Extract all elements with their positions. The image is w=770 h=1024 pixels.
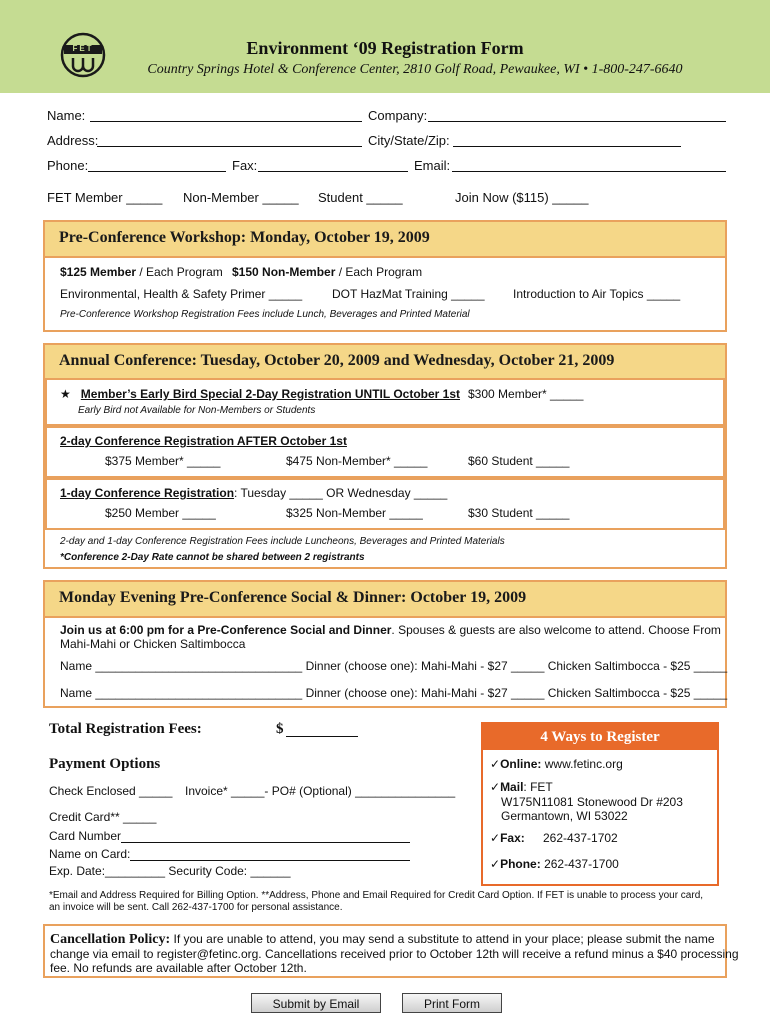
checkmark-icon: ✓ [490, 831, 501, 845]
submit-by-email-button[interactable]: Submit by Email [251, 993, 381, 1013]
name-on-card-label: Name on Card: [49, 847, 131, 861]
one-day-member[interactable]: $250 Member _____ [105, 506, 216, 520]
social-name-row-1[interactable]: Name _______________________________ Dinner (choose one): Mahi-Mahi - $27 _____ Chicken Saltimbocca - $25 _____ [60, 659, 728, 673]
two-day-nonmember[interactable]: $475 Non-Member* _____ [286, 454, 428, 468]
total-dollar: $ [276, 721, 284, 737]
preconf-price-nonmember: $150 Non-Member / Each Program [232, 265, 423, 279]
checkmark-icon: ✓ [490, 757, 501, 771]
card-number-label: Card Number [49, 829, 122, 843]
exp-security[interactable]: Exp. Date:_________ Security Code: ______ [49, 864, 291, 878]
company-label: Company: [368, 108, 428, 123]
program-air-topics[interactable]: Introduction to Air Topics _____ [513, 287, 681, 301]
fax-field[interactable] [258, 159, 408, 172]
address-label: Address: [47, 133, 99, 148]
register-online[interactable]: ✓Online: www.fetinc.org [490, 757, 623, 771]
phone-field[interactable] [88, 159, 226, 172]
annual-band [45, 345, 725, 379]
early-bird-box [45, 378, 725, 426]
city-field[interactable] [453, 134, 681, 147]
preconf-title: Pre-Conference Workshop: Monday, October 19, 2009 [59, 229, 430, 246]
non-member-option[interactable]: Non-Member _____ [183, 190, 299, 205]
annual-note-1: 2-day and 1-day Conference Registration Fees include Luncheons, Beverages and Printed Materials [60, 536, 505, 547]
fax-number: 262-437-1702 [543, 831, 618, 845]
logo-text: FET [72, 44, 94, 53]
cancellation-line-1: Cancellation Policy: If you are unable to attend, you may send a substitute to attend in your place; please submit the name [50, 932, 715, 947]
checkmark-icon: ✓ [490, 780, 501, 794]
register-phone: ✓Phone: 262-437-1700 [490, 857, 619, 871]
register-fax: ✓Fax: [490, 831, 525, 845]
join-now-option[interactable]: Join Now ($115) _____ [455, 190, 589, 205]
phone-label: Phone: [47, 158, 89, 173]
mail-address-1: W175N11081 Stonewood Dr #203 [501, 795, 683, 809]
checkmark-icon: ✓ [490, 857, 501, 871]
social-title: Monday Evening Pre-Conference Social & Dinner: October 19, 2009 [59, 589, 527, 606]
two-day-heading: 2-day Conference Registration AFTER October 1st [60, 434, 347, 448]
social-band [45, 582, 725, 618]
footnote-1: *Email and Address Required for Billing Option. **Address, Phone and Email Required for Credit Card Option. If FET is unable to process your card, [49, 890, 704, 901]
ways-title: 4 Ways to Register [483, 724, 717, 750]
email-label: Email: [414, 158, 451, 173]
student-option[interactable]: Student _____ [318, 190, 403, 205]
credit-card[interactable]: Credit Card** _____ [49, 810, 157, 824]
annual-note-2: *Conference 2-Day Rate cannot be shared between 2 registrants [60, 552, 365, 563]
star-icon: ★ [60, 387, 71, 401]
name-field[interactable] [90, 109, 362, 122]
cancellation-line-3: fee. No refunds are available after October 12th. [50, 961, 307, 975]
preconf-note: Pre-Conference Workshop Registration Fees include Lunch, Beverages and Printed Material [60, 309, 470, 320]
early-bird-row: ★ Member’s Early Bird Special 2-Day Registration UNTIL October 1st [60, 387, 461, 401]
one-day-row[interactable]: 1-day Conference Registration: Tuesday _____ OR Wednesday _____ [60, 486, 448, 500]
preconf-band [45, 222, 725, 258]
name-label: Name: [47, 108, 86, 123]
mail-address-2: Germantown, WI 53022 [501, 809, 628, 823]
email-field[interactable] [452, 159, 726, 172]
early-bird-price[interactable]: $300 Member* _____ [468, 387, 584, 401]
total-fees-field[interactable] [286, 724, 358, 737]
register-mail: ✓Mail: FET [490, 780, 553, 794]
payment-title: Payment Options [49, 756, 161, 772]
city-label: City/State/Zip: [368, 133, 450, 148]
name-on-card-field[interactable] [130, 848, 410, 861]
print-form-button[interactable]: Print Form [402, 993, 502, 1013]
program-dot-hazmat[interactable]: DOT HazMat Training _____ [332, 287, 485, 301]
early-bird-note: Early Bird not Available for Non-Members or Students [78, 405, 316, 416]
invoice-po[interactable]: Invoice* _____- PO# (Optional) _______________ [185, 784, 456, 798]
annual-title: Annual Conference: Tuesday, October 20, 2009 and Wednesday, October 21, 2009 [59, 352, 615, 369]
preconf-price-member: $125 Member / Each Program [60, 265, 223, 279]
two-day-member[interactable]: $375 Member* _____ [105, 454, 221, 468]
one-day-nonmember[interactable]: $325 Non-Member _____ [286, 506, 423, 520]
footnote-2: an invoice will be sent. Call 262-437-1700 for personal assistance. [49, 902, 343, 913]
form-title: Environment ‘09 Registration Form [246, 38, 524, 58]
cancellation-line-2: change via email to register@fetinc.org. Cancellations received prior to October 12th will receive a refund minus a $40 processing [50, 947, 739, 961]
check-enclosed[interactable]: Check Enclosed _____ [49, 784, 173, 798]
one-day-student[interactable]: $30 Student _____ [468, 506, 570, 520]
company-field[interactable] [428, 109, 726, 122]
total-fees-label: Total Registration Fees: [49, 721, 202, 737]
address-field[interactable] [97, 134, 362, 147]
social-intro-2: Mahi-Mahi or Chicken Saltimbocca [60, 637, 246, 651]
two-day-student[interactable]: $60 Student _____ [468, 454, 570, 468]
fet-member-option[interactable]: FET Member _____ [47, 190, 163, 205]
program-ehs-primer[interactable]: Environmental, Health & Safety Primer _____ [60, 287, 303, 301]
form-subtitle: Country Springs Hotel & Conference Center, 2810 Golf Road, Pewaukee, WI • 1-800-247-6640 [147, 62, 683, 77]
social-intro: Join us at 6:00 pm for a Pre-Conference Social and Dinner. Spouses & guests are also welcome to attend. Choose From [60, 623, 721, 637]
fax-label: Fax: [232, 158, 258, 173]
social-name-row-2[interactable]: Name _______________________________ Dinner (choose one): Mahi-Mahi - $27 _____ Chicken Saltimbocca - $25 _____ [60, 686, 728, 700]
card-number-field[interactable] [121, 830, 410, 843]
